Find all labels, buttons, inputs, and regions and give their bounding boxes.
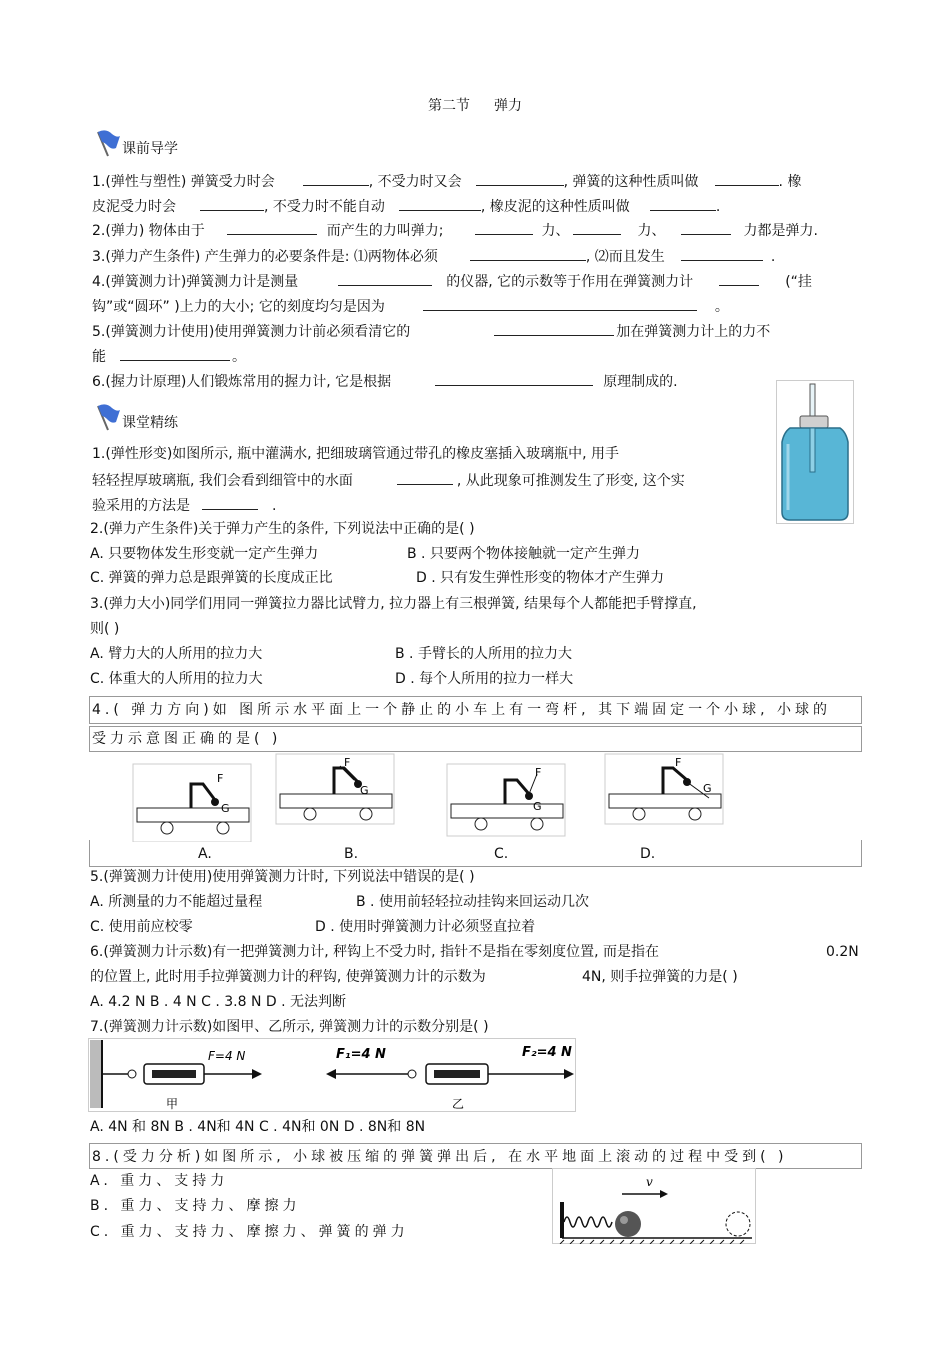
svg-text:G: G xyxy=(703,782,712,795)
class-q7-stem: 7.(弹簧测力计示数)如图甲、乙所示, 弹簧测力计的示数分别是( ) xyxy=(90,1019,489,1035)
class-q6-value: 0.2N xyxy=(826,944,859,960)
svg-text:G: G xyxy=(360,784,369,797)
pre-q4-line1: 4.(弹簧测力计)弹簧测力计是测量 的仪器, 它的示数等于作用在弹簧测力计 (“挂 xyxy=(92,271,812,291)
q4-label-c: C. xyxy=(494,846,509,862)
pre-q2: 2.(弹力) 物体由于 而产生的力叫弹力; 力、 力、 力都是弹力. xyxy=(92,220,818,240)
class-q3-option-b: B . 手臂长的人所用的拉力大 xyxy=(395,646,572,662)
class-q8-option-c: C. 重力、支持力、摩擦力、弹簧的弹力 xyxy=(90,1224,409,1240)
svg-text:F=4 N: F=4 N xyxy=(208,1049,246,1063)
class-q5-option-c: C. 使用前应校零 xyxy=(90,919,193,935)
class-q5-option-d: D . 使用时弹簧测力计必须竖直拉着 xyxy=(315,919,536,935)
class-q6-line2: 的位置上, 此时用手拉弹簧测力计的秤钩, 使弹簧测力计的示数为 xyxy=(90,969,486,985)
flag-icon xyxy=(92,402,122,432)
pre-q1-line2: 皮泥受力时会 , 不受力时不能自动 , 橡皮泥的这种性质叫做 . xyxy=(92,196,720,216)
class-q6-options: A. 4.2 N B . 4 N C . 3.8 N D . 无法判断 xyxy=(90,994,346,1010)
q4-label-d: D. xyxy=(640,846,656,862)
q4-label-b: B. xyxy=(344,846,359,862)
glass-bottle-figure xyxy=(776,380,854,524)
spring-scale-yi xyxy=(326,1045,574,1111)
class-q2-option-b: B . 只要两个物体接触就一定产生弹力 xyxy=(407,546,640,562)
pre-q1-line1: 1.(弹性与塑性) 弹簧受力时会 , 不受力时又会 , 弹簧的这种性质叫做 . 橡 xyxy=(92,171,801,191)
svg-text:甲: 甲 xyxy=(166,1097,179,1111)
class-q5-option-a: A. 所测量的力不能超过量程 xyxy=(90,894,263,910)
svg-text:乙: 乙 xyxy=(452,1097,465,1111)
class-q1-line1: 1.(弹性形变)如图所示, 瓶中灌满水, 把细玻璃管通过带孔的橡皮塞插入玻璃瓶中, 用手 xyxy=(92,446,619,462)
pre-q5-line1: 5.(弹簧测力计使用)使用弹簧测力计前必须看清它的 加在弹簧测力计上的力不 xyxy=(92,321,770,341)
svg-text:F: F xyxy=(344,756,351,769)
pre-q5-line2: 能 。 xyxy=(92,346,246,366)
pre-q3: 3.(弹力产生条件) 产生弹力的必要条件是: ⑴两物体必须 , ⑵而且发生 . xyxy=(92,246,775,266)
class-q7-options: A. 4N 和 8N B . 4N和 4N C . 4N和 0N D . 8N和 8N xyxy=(90,1119,426,1135)
cart-figure-a xyxy=(133,764,251,842)
class-q8-option-a: A. 重力、支持力 xyxy=(90,1173,229,1189)
svg-text:F: F xyxy=(535,766,542,779)
spring-scale-jia xyxy=(90,1040,262,1111)
class-q2-option-d: D . 只有发生弹性形变的物体才产生弹力 xyxy=(416,570,665,586)
class-q1-line3: 验采用的方法是 . xyxy=(92,495,276,515)
svg-text:F: F xyxy=(217,772,224,785)
class-q8-figure xyxy=(552,1168,756,1244)
class-q4-figures xyxy=(89,750,861,842)
class-q8-stem: 8.(受力分析)如图所示, 小球被压缩的弹簧弹出后, 在水平地面上滚动的过程中受到( ) xyxy=(92,1149,788,1165)
svg-text:v: v xyxy=(646,1175,653,1189)
class-q5-option-b: B . 使用前轻轻拉动挂钩来回运动几次 xyxy=(356,894,589,910)
class-q7-figure xyxy=(88,1038,576,1112)
cart-figure-c xyxy=(447,764,565,836)
svg-text:F₁=4 N: F₁=4 N xyxy=(336,1047,386,1062)
class-q3-option-a: A. 臂力大的人所用的拉力大 xyxy=(90,646,263,662)
class-q3-option-d: D . 每个人所用的拉力一样大 xyxy=(395,671,574,687)
class-q2-option-a: A. 只要物体发生形变就一定产生弹力 xyxy=(90,546,319,562)
page-title: 第二节 弹力 xyxy=(428,98,522,114)
cart-figure-b xyxy=(276,754,394,824)
class-q5-stem: 5.(弹簧测力计使用)使用弹簧测力计时, 下列说法中错误的是( ) xyxy=(90,869,475,885)
svg-text:F₂=4 N: F₂=4 N xyxy=(522,1045,572,1060)
svg-text:G: G xyxy=(221,802,230,815)
class-q2-option-c: C. 弹簧的弹力总是跟弹簧的长度成正比 xyxy=(90,570,333,586)
class-q3-stem: 3.(弹力大小)同学们用同一弹簧拉力器比试臂力, 拉力器上有三根弹簧, 结果每个人都能把手臂撑直, xyxy=(90,596,697,612)
class-q6-line1: 6.(弹簧测力计示数)有一把弹簧测力计, 秤钩上不受力时, 指针不是指在零刻度位置, 而是指在 xyxy=(90,944,659,960)
class-q8-option-b: B. 重力、支持力、摩擦力 xyxy=(90,1198,301,1214)
class-q6-line2b: 4N, 则手拉弹簧的力是( ) xyxy=(582,969,738,985)
class-q3-option-c: C. 体重大的人所用的拉力大 xyxy=(90,671,263,687)
class-q4-stem: 4.( 弹力方向)如 图所示水平面上一个静止的小车上有一弯杆, 其下端固定一个小球, 小球的 xyxy=(92,702,831,718)
flag-icon xyxy=(92,128,122,158)
pre-q4-line2: 钩”或“圆环” )上力的大小; 它的刻度均匀是因为 。 xyxy=(92,296,729,316)
class-q1-line2: 轻轻捏厚玻璃瓶, 我们会看到细管中的水面 , 从此现象可推测发生了形变, 这个实 xyxy=(92,470,685,490)
class-q3-stem2: 则( ) xyxy=(90,621,120,637)
class-q4-stem2: 受力示意图正确的是( ) xyxy=(92,731,282,747)
cart-figure-d xyxy=(605,754,723,824)
class-q2-stem: 2.(弹力产生条件)关于弹力产生的条件, 下列说法中正确的是( ) xyxy=(90,521,475,537)
svg-text:G: G xyxy=(533,800,542,813)
pre-q6: 6.(握力计原理)人们锻炼常用的握力计, 它是根据 原理制成的. xyxy=(92,371,678,391)
svg-text:F: F xyxy=(675,756,682,769)
q4-label-a: A. xyxy=(198,846,212,862)
